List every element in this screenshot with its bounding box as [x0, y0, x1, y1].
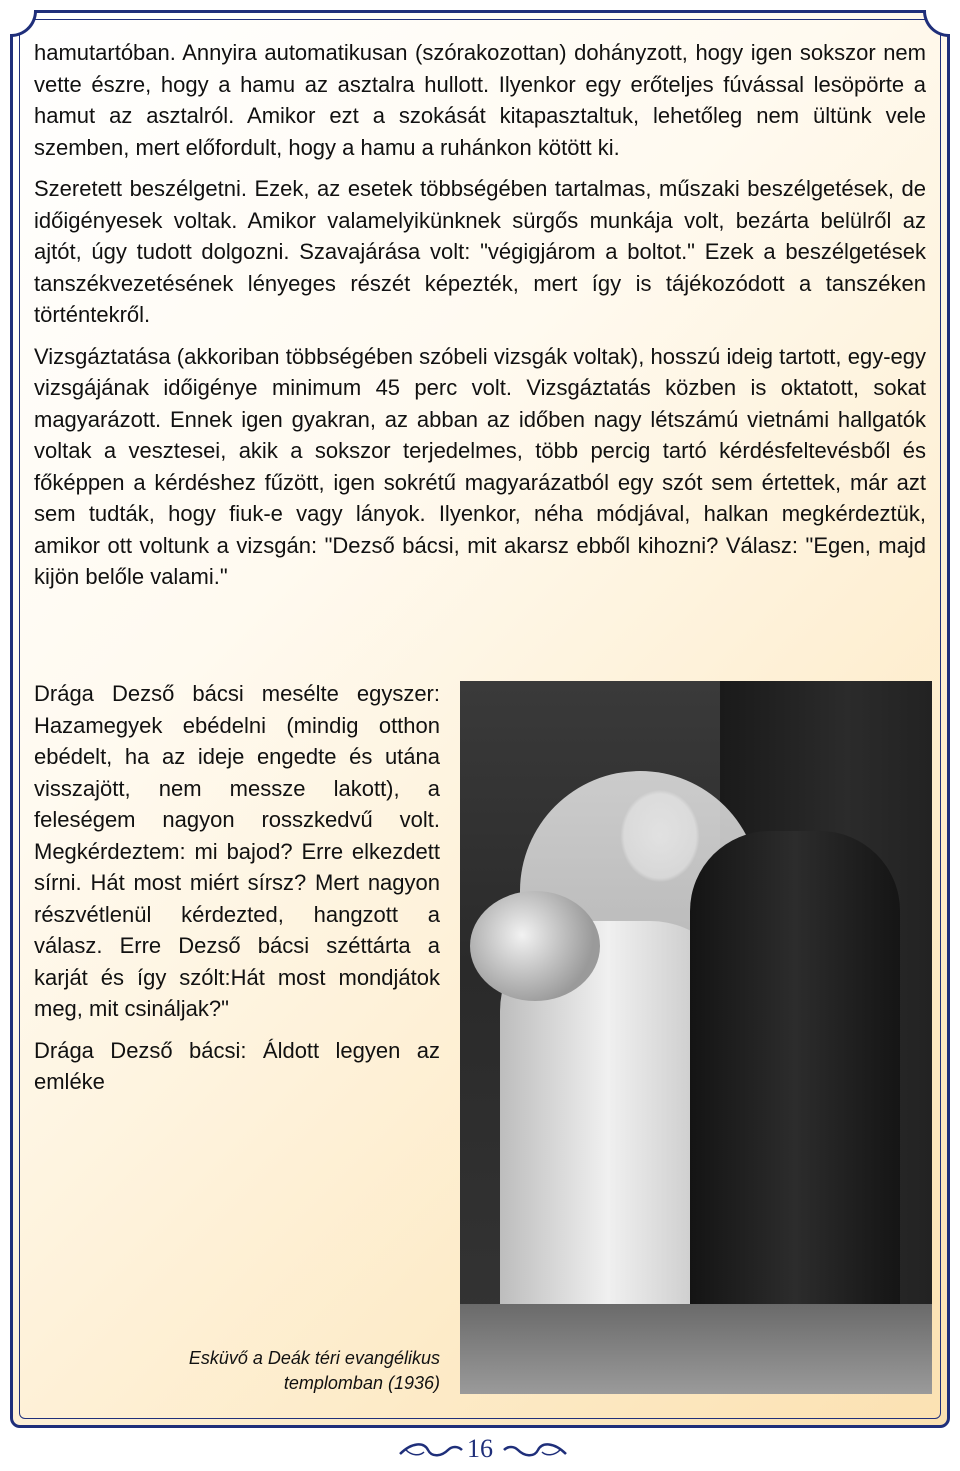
- flourish-left-icon: [398, 1440, 464, 1460]
- main-text: [34, 37, 926, 593]
- photo-steps: [460, 1304, 932, 1394]
- wedding-photo: [460, 681, 932, 1394]
- paragraph-conversations: Szeretett beszélgetni. Ezek, az esetek többségében tartalmas, műszaki beszélgetések, de időigényesek voltak. Amikor valamelyikünknek sürgős munkája volt, bezárta belülről az ajtót, úgy tudott dolgozni. Szavajárása volt: "végigjárom a boltot." Ezek a beszélgetések tanszékvezetésének lényeges részét képezték, mert így is tájékozódott a tanszéken történtekről.: [34, 176, 926, 327]
- flourish-right-icon: [502, 1440, 568, 1460]
- photo-caption: [100, 1346, 440, 1396]
- photo-caption-line2: templomban (1936): [283, 1373, 440, 1393]
- paragraph-anecdote: Drága Dezső bácsi mesélte egyszer: Hazamegyek ebédelni (mindig otthon ebédelt, ha az ideje engedte és utána visszajött, nem messze lakott), a feleségem nagyon rosszkedvű volt. Megkérdeztem: mi bajod? Erre elkezdett sírni. Hát most miért sírsz? Mert nagyon részvétlenül kérdezted, hangzott a válasz. Erre Dezső bácsi széttárta a karját és így szólt:Hát most mondjátok meg, mit csináljak?": [34, 681, 440, 1021]
- paragraph-blessing: Drága Dezső bácsi: Áldott legyen az emléke: [34, 1037, 440, 1094]
- paragraph-exams: Vizsgáztatása (akkoriban többségében szóbeli vizsgák voltak), hosszú ideig tartott, egy-egy vizsgájának időigénye minimum 45 perc volt. Vizsgáztatás közben is oktatott, sokat magyarázott. Ennek igen gyakran, az abban az időben nagy létszámú vietnámi hallgatók voltak a vesztesei, akik a sokszor terjedelmes, több percig tartó kérdésfeltevésből és főképpen a kérdéshez fűzött, igen sokrétű magyarázatból egy szót sem értettek, már azt sem tudták, hogy fiuk-e vagy lányok. Ilyenkor, néha módjával, halkan megkérdeztük, amikor ott voltunk a vizsgán: "Dezső bácsi, mit akarsz ebből kihozni? Válasz: "Egen, majd kijön belőle valami.": [34, 343, 926, 589]
- photo-caption-line1: Esküvő a Deák téri evangélikus: [188, 1348, 440, 1368]
- side-text: [34, 678, 440, 1098]
- page-footer: [0, 1432, 960, 1468]
- paragraph-ashtray: hamutartóban. Annyira automatikusan (szórakozottan) dohányzott, hogy igen sokszor nem vette észre, hogy a hamu az asztalra hullott. Ilyenkor egy erőteljes fúvással lesöpörte a hamut az asztalról. Amikor ezt a szokását kitapasztaltuk, lehetőleg nem ültünk vele szemben, mert előfordult, hogy a hamu a ruhánkon kötött ki.: [34, 40, 926, 160]
- photo-bouquet: [470, 891, 600, 1001]
- page-number: 16: [467, 1434, 493, 1463]
